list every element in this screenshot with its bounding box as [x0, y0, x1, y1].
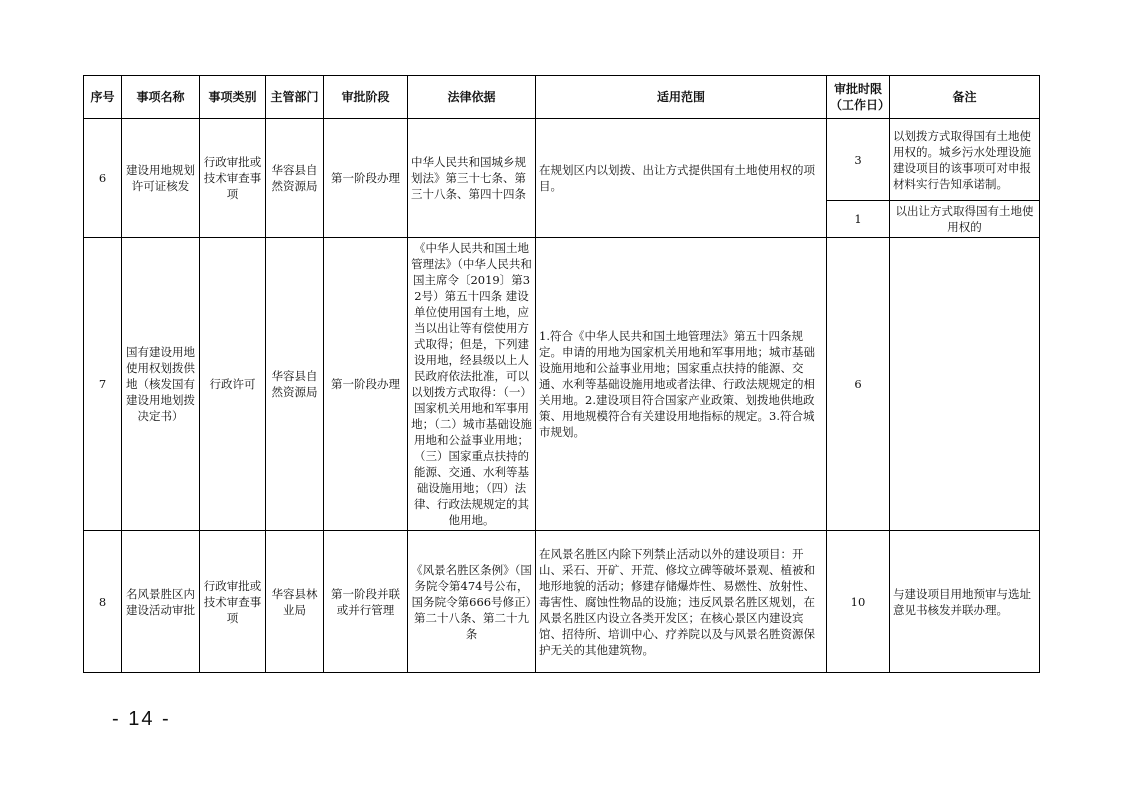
row-no: 6 [84, 119, 122, 238]
row-category: 行政审批或技术审查事项 [200, 531, 266, 673]
table-row [84, 238, 1040, 531]
row-scope: 在规划区内以划拨、出让方式提供国有土地使用权的项目。 [536, 119, 827, 238]
approval-table [83, 75, 1040, 673]
row-time: 6 [827, 238, 890, 531]
row-note: 与建设项目用地预审与选址意见书核发并联办理。 [890, 531, 1040, 673]
row-category: 行政许可 [200, 238, 266, 531]
row-no: 7 [84, 238, 122, 531]
table-row [84, 531, 1040, 673]
header-basis: 法律依据 [408, 76, 536, 119]
row-note [890, 238, 1040, 531]
header-category: 事项类别 [200, 76, 266, 119]
row-stage: 第一阶段并联或并行管理 [324, 531, 408, 673]
row-basis: 《中华人民共和国土地管理法》（中华人民共和国主席令〔2019〕第32号）第五十四条 建设单位使用国有土地，应当以出让等有偿使用方式取得；但是，下列建设用地，经县级以上人民政府依法批准，可以以划拨方式取得：（一）国家机关用地和军事用地；（二）城市基础设施用地和公益事业用地；（三）国家重点扶持的能源、交通、水利等基础设施用地；（四）法律、行政法规规定的其他用地。 [408, 238, 536, 531]
header-row [84, 76, 1040, 119]
row-note: 以划拨方式取得国有土地使用权的。城乡污水处理设施建设项目的该事项可对申报材料实行告知承诺制。 [890, 119, 1040, 201]
row-basis: 中华人民共和国城乡规划法》第三十七条、第三十八条、第四十四条 [408, 119, 536, 238]
header-department: 主管部门 [266, 76, 324, 119]
row-department: 华容县自然资源局 [266, 238, 324, 531]
row-scope: 1.符合《中华人民共和国土地管理法》第五十四条规定。申请的用地为国家机关用地和军事用地；城市基础设施用地和公益事业用地；国家重点扶持的能源、交通、水利等基础设施用地或者法律、行政法规规定的相关用地。2.建设项目符合国家产业政策、划拨地供地政策、用地规模符合有关建设用地指标的规定。3.符合城市规划。 [536, 238, 827, 531]
table-row [84, 119, 1040, 201]
header-stage: 审批阶段 [324, 76, 408, 119]
header-time: 审批时限（工作日） [827, 76, 890, 119]
row-time: 1 [827, 201, 890, 238]
row-department: 华容县林业局 [266, 531, 324, 673]
row-name: 国有建设用地使用权划拨供地（核发国有建设用地划拨决定书） [122, 238, 200, 531]
header-scope: 适用范围 [536, 76, 827, 119]
row-time: 10 [827, 531, 890, 673]
row-scope: 在风景名胜区内除下列禁止活动以外的建设项目：开山、采石、开矿、开荒、修坟立碑等破坏景观、植被和地形地貌的活动；修建存储爆炸性、易燃性、放射性、毒害性、腐蚀性物品的设施；违反风景名胜区规划，在风景名胜区内设立各类开发区；在核心景区内建设宾馆、招待所、培训中心、疗养院以及与风景名胜资源保护无关的其他建筑物。 [536, 531, 827, 673]
page-number: - 14 - [112, 708, 171, 730]
row-category: 行政审批或技术审查事项 [200, 119, 266, 238]
row-stage: 第一阶段办理 [324, 238, 408, 531]
header-note: 备注 [890, 76, 1040, 119]
row-name: 名风景胜区内建设活动审批 [122, 531, 200, 673]
row-basis: 《风景名胜区条例》（国务院令第474号公布，国务院令第666号修正）第二十八条、第二十九条 [408, 531, 536, 673]
header-no: 序号 [84, 76, 122, 119]
row-stage: 第一阶段办理 [324, 119, 408, 238]
row-department: 华容县自然资源局 [266, 119, 324, 238]
row-name: 建设用地规划许可证核发 [122, 119, 200, 238]
row-time: 3 [827, 119, 890, 201]
row-note: 以出让方式取得国有土地使用权的 [890, 201, 1040, 238]
header-name: 事项名称 [122, 76, 200, 119]
row-no: 8 [84, 531, 122, 673]
